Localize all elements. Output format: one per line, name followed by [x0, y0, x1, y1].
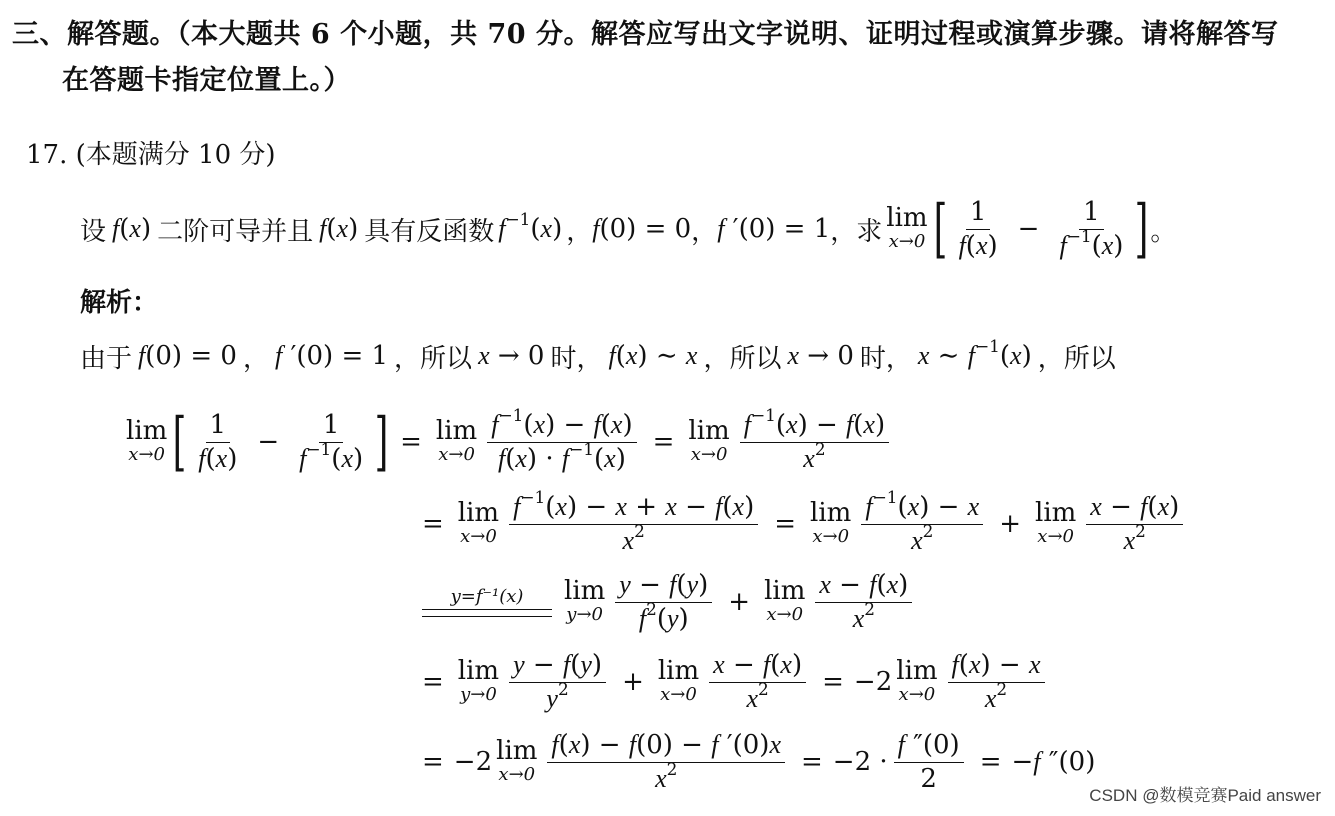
watermark-text: CSDN @数模竞赛Paid answer	[1089, 786, 1321, 805]
problem-statement: 设 f(x) 二阶可导并且 f(x) 具有反函数 $f^{-1}(x)$ ， f(0) = 0 ， f ′(0) = 1 ，求 lim x→0 [ $\frac{1}{f(x)}$ − $\frac{1}{f^{-1}(x)}$ ] 。	[80, 192, 1177, 266]
substitution-equals: y=f⁻¹(x)	[422, 587, 552, 617]
limit-symbol: lim x→0	[886, 203, 928, 253]
derivation-line-2: = lim x→0 $\frac{f^{-1}(x) - x + x - f(x)}{x^2}$ = lim x→0 $\frac{f^{-1}(x) - x}{x^2}$ + lim x→0 $\frac{x - f(x)}{x^2}$	[422, 486, 1189, 562]
derivation-line-3: y=f⁻¹(x) lim y→0 $\frac{y - f(y)}{f^2(y)}$ + lim x→0 $\frac{x - f(x)}{x^2}$	[422, 564, 918, 640]
problem-score: (本题满分 10 分)	[75, 140, 276, 170]
problem-number: 17.	[26, 140, 68, 170]
derivation-line-5: = −2 lim x→0 $\frac{f(x) - f(0) - f '(0)x}{x^2}$ = −2 · $\frac{f ''(0)}{2}$ = −f ″(0)	[422, 729, 1096, 794]
problem-header	[26, 134, 276, 171]
derivation-line-1: lim x→0 [ $\frac{1}{f(x)}$ − $\frac{1}{f^{-1}(x)}$ ] = lim x→0 $\frac{f^{-1}(x) - f(x)}{f(x) \cdot f^{-1}(x)}$ = lim x→0 $\frac{f^{-1}(x) - f(x)}{x^2}$	[122, 402, 895, 482]
section-heading-line2: 在答题卡指定位置上。）	[62, 65, 351, 96]
solution-intro: 由于 f(0) = 0 ， f ′(0) = 1 ，所以 x → 0 时， f(x) ∼ x ，所以 x → 0 时， x ∼ $f^{-1}(x)$ ，所以	[80, 336, 1116, 374]
solution-label: 解析：	[80, 288, 159, 318]
derivation-line-4: = lim y→0 $\frac{y - f(y)}{y^2}$ + lim x→0 $\frac{x - f(x)}{x^2}$ = −2 lim x→0 $\frac{f(x) - x}{x^2}$	[422, 644, 1051, 720]
section-heading-line1: 三、解答题。（本大题共 6 个小题，共 70 分。解答应写出文字说明、证明过程或演算步骤。请将解答写	[12, 19, 1279, 50]
